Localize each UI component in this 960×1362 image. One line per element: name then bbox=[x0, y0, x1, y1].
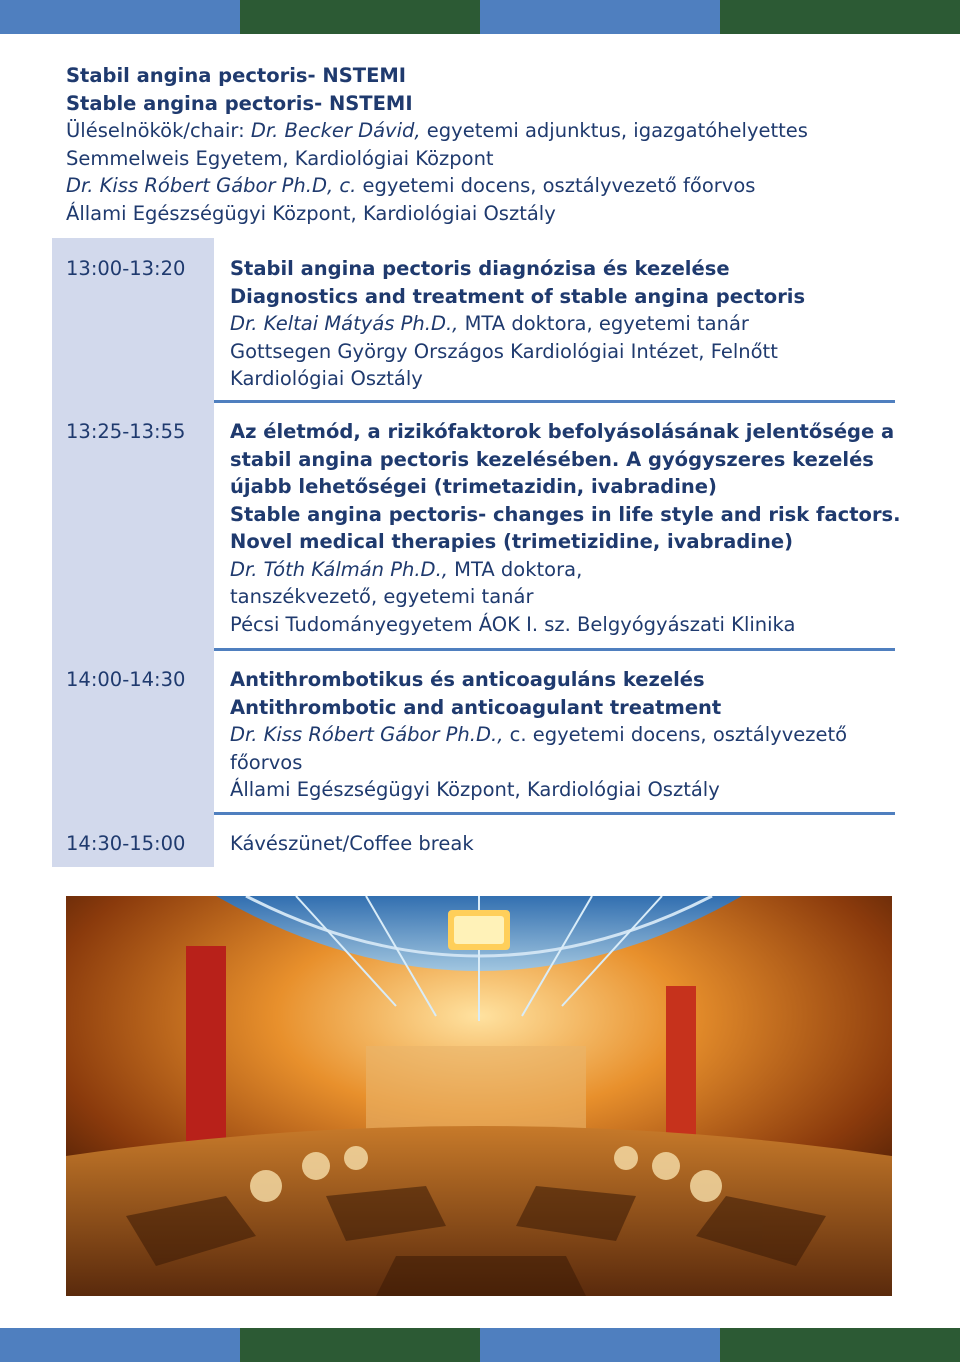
program-title-en: Antithrombotic and anticoagulant treatment bbox=[230, 695, 722, 719]
session-header bbox=[66, 62, 926, 227]
program-title-line: stabil angina pectoris kezelésében. A gyógyszeres kezelés bbox=[230, 447, 874, 471]
speaker-name: Dr. Keltai Mátyás Ph.D., bbox=[230, 312, 459, 335]
speaker-line bbox=[230, 310, 898, 338]
chair2-affiliation: Állami Egészségügyi Központ, Kardiológiai Osztály bbox=[66, 201, 556, 225]
divider bbox=[214, 648, 895, 651]
speaker-name: Dr. Kiss Róbert Gábor Ph.D., bbox=[230, 723, 504, 746]
program-title-line: újabb lehetőségei (trimetazidin, ivabradine) bbox=[230, 475, 717, 498]
program-details bbox=[230, 666, 898, 804]
speaker-affiliation: Gottsegen György Országos Kardiológiai Intézet, Felnőtt bbox=[230, 339, 778, 363]
program-time: 13:00-13:20 bbox=[66, 257, 186, 280]
divider bbox=[214, 400, 895, 403]
chair-line-1 bbox=[66, 117, 926, 145]
speaker-name: Dr. Tóth Kálmán Ph.D., bbox=[230, 557, 448, 581]
chair-label: Üléselnökök/chair: bbox=[66, 119, 245, 142]
speaker-role: c. egyetemi docens, osztályvezető bbox=[509, 723, 848, 746]
time-column-background bbox=[52, 238, 214, 867]
bottom-decorative-stripe bbox=[0, 1328, 960, 1362]
chair1-role: egyetemi adjunktus, igazgatóhelyettes bbox=[426, 119, 808, 142]
hotel-interior-illustration bbox=[66, 896, 892, 1296]
top-decorative-stripe bbox=[0, 0, 960, 34]
speaker-role: MTA doktora, bbox=[454, 557, 583, 581]
speaker-role: MTA doktora, egyetemi tanár bbox=[464, 312, 749, 335]
speaker-role-cont: főorvos bbox=[230, 750, 303, 774]
session-title-hu: Stabil angina pectoris- NSTEMI bbox=[66, 64, 407, 87]
program-title-hu: Antithrombotikus és anticoaguláns kezelés bbox=[230, 668, 705, 691]
program-time: 14:30-15:00 bbox=[66, 832, 186, 855]
program-title-en: Diagnostics and treatment of stable angina pectoris bbox=[230, 284, 806, 308]
program-title-line: Stable angina pectoris- changes in life style and risk factors. bbox=[230, 502, 901, 526]
speaker-line bbox=[230, 556, 898, 584]
program-title-hu: Stabil angina pectoris diagnózisa és kezelése bbox=[230, 257, 730, 280]
chair1-affiliation: Semmelweis Egyetem, Kardiológiai Központ bbox=[66, 146, 494, 170]
program-time: 14:00-14:30 bbox=[66, 668, 186, 691]
chair1-name: Dr. Becker Dávid, bbox=[250, 119, 421, 142]
chair-line-2 bbox=[66, 172, 926, 200]
hotel-interior-photo bbox=[66, 896, 892, 1296]
program-details bbox=[230, 830, 898, 858]
session-title-en: Stable angina pectoris- NSTEMI bbox=[66, 91, 413, 115]
speaker-affiliation-cont: Kardiológiai Osztály bbox=[230, 367, 423, 390]
chair2-role: egyetemi docens, osztályvezető főorvos bbox=[362, 174, 756, 197]
speaker-affiliation: Állami Egészségügyi Központ, Kardiológiai Osztály bbox=[230, 778, 720, 801]
program-title-line: Az életmód, a rizikófaktorok befolyásolásának jelentősége a bbox=[230, 420, 895, 443]
program-title-plain: Kávészünet/Coffee break bbox=[230, 832, 474, 855]
speaker-line bbox=[230, 721, 898, 749]
divider bbox=[214, 812, 895, 815]
program-details bbox=[230, 418, 901, 638]
chair2-name: Dr. Kiss Róbert Gábor Ph.D, c. bbox=[66, 174, 357, 197]
program-time: 13:25-13:55 bbox=[66, 420, 186, 443]
program-details bbox=[230, 255, 898, 393]
program-title-line: Novel medical therapies (trimetizidine, ivabradine) bbox=[230, 530, 793, 553]
speaker-affiliation: Pécsi Tudományegyetem ÁOK I. sz. Belgyógyászati Klinika bbox=[230, 612, 796, 636]
speaker-role-cont: tanszékvezető, egyetemi tanár bbox=[230, 585, 534, 608]
